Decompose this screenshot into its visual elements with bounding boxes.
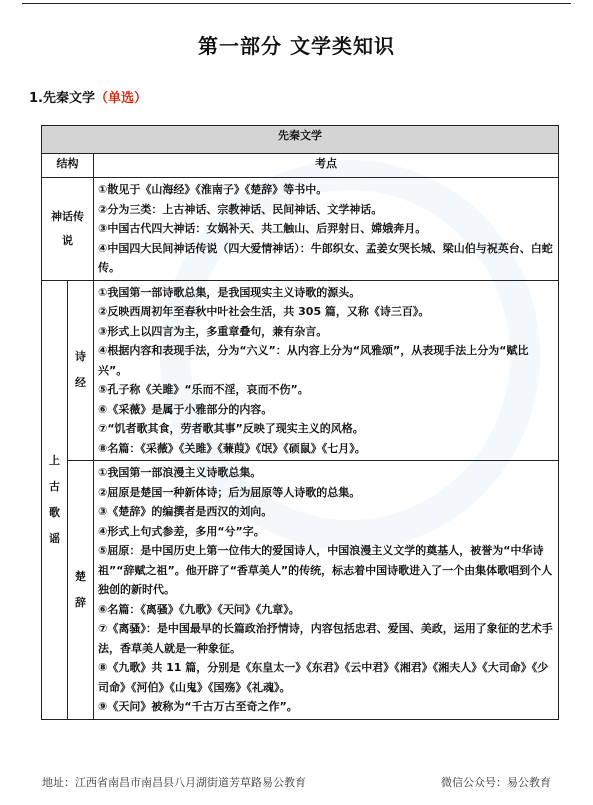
col-points: 考点 <box>94 154 559 178</box>
shijing-item: ④根据内容和表现手法，分为“六义”：从内容上分为“风雅颂”，从表现手法上分为“赋比兴”。 <box>98 344 529 377</box>
section-tag: （单选） <box>94 91 147 106</box>
page-title: 第一部分 文学类知识 <box>198 34 395 58</box>
chuci-item: ⑦《离骚》：是中国最早的长篇政治抒情诗，内容包括忠君、爱国、美政，运用了象征的艺术手法，香草美人就是一种象征。 <box>98 622 553 655</box>
shijing-label <box>68 280 94 461</box>
knowledge-table <box>41 125 559 720</box>
shijing-item: ⑤孔子称《关雎》“乐而不淫，哀而不伤”。 <box>98 383 309 396</box>
table-caption: 先秦文学 <box>42 126 559 154</box>
ancient-label-text: 上古歌谣 <box>49 453 60 545</box>
myth-item: ①散见于《山海经》《淮南子》《楚辞》等书中。 <box>98 183 328 196</box>
chuci-item: ③《楚辞》的编撰者是西汉的刘向。 <box>98 505 273 518</box>
shijing-item: ③形式上以四言为主，多重章叠句，兼有杂言。 <box>98 324 328 338</box>
footer-wechat: 微信公众号：易公教育 <box>441 776 551 789</box>
myth-item: ②分为三类：上古神话、宗教神话、民间神话、文学神话。 <box>98 202 383 216</box>
myth-item: ③中国古代四大神话：女娲补天、共工触山、后羿射日、嫦娥奔月。 <box>98 222 427 235</box>
chuci-item: ④形式上句式参差，多用“兮”字。 <box>98 524 265 538</box>
myth-label <box>42 178 94 281</box>
chuci-label <box>68 461 94 720</box>
footer-address: 地址：江西省南昌市南昌县八月湖街道芳草路易公教育 <box>42 776 306 789</box>
top-rule <box>22 3 571 4</box>
myth-item: ④中国四大民间神话传说（四大爱情神话）：牛郎织女、孟姜女哭长城、梁山伯与祝英台、白蛇传。 <box>98 241 553 274</box>
ancient-label <box>42 280 68 719</box>
chuci-item: ⑤屈原：是中国历史上第一位伟大的爱国诗人，中国浪漫主义文学的奠基人，被誉为“中华诗祖”“辞赋之祖”。他开辟了“香草美人”的传统，标志着中国诗歌进入了一个由集体歌唱到个人独创的新时代。 <box>98 544 553 596</box>
col-structure: 结构 <box>42 154 94 178</box>
chuci-item: ⑧《九歌》共 11 篇，分别是《东皇太一》《东君》《云中君》《湘君》《湘夫人》《大司命》《少司命》《河伯》《山鬼》《国殇》《礼魂》。 <box>98 661 549 694</box>
shijing-item: ⑥《采薇》是属于小雅部分的内容。 <box>98 402 273 416</box>
shijing-item: ①我国第一部诗歌总集，是我国现实主义诗歌的源头。 <box>98 285 361 299</box>
myth-points <box>94 178 559 281</box>
section-heading <box>29 87 147 106</box>
myth-label-text: 神话传说 <box>51 209 84 247</box>
section-label: 1.先秦文学 <box>29 91 95 106</box>
shijing-item: ⑦“饥者歌其食，劳者歌其事”反映了现实主义的风格。 <box>98 422 364 435</box>
chuci-label-text: 楚辞 <box>75 569 86 609</box>
chuci-item: ⑨《天问》被称为“千古万古至奇之作”。 <box>98 700 298 713</box>
shijing-points <box>94 280 559 461</box>
chuci-item: ②屈原是楚国一种新体诗；后为屈原等人诗歌的总集。 <box>98 485 361 499</box>
shijing-item: ②反映西周初年至春秋中叶社会生活，共 305 篇，又称《诗三百》。 <box>98 305 430 318</box>
shijing-item: ⑧名篇：《采薇》《关雎》《蒹葭》《氓》《硕鼠》《七月》。 <box>98 441 366 455</box>
shijing-label-text: 诗经 <box>75 350 86 390</box>
chuci-item: ①我国第一部浪漫主义诗歌总集。 <box>98 466 262 479</box>
chuci-points <box>94 461 559 720</box>
chuci-item: ⑥名篇：《离骚》《九歌》《天问》《九章》。 <box>98 602 300 616</box>
